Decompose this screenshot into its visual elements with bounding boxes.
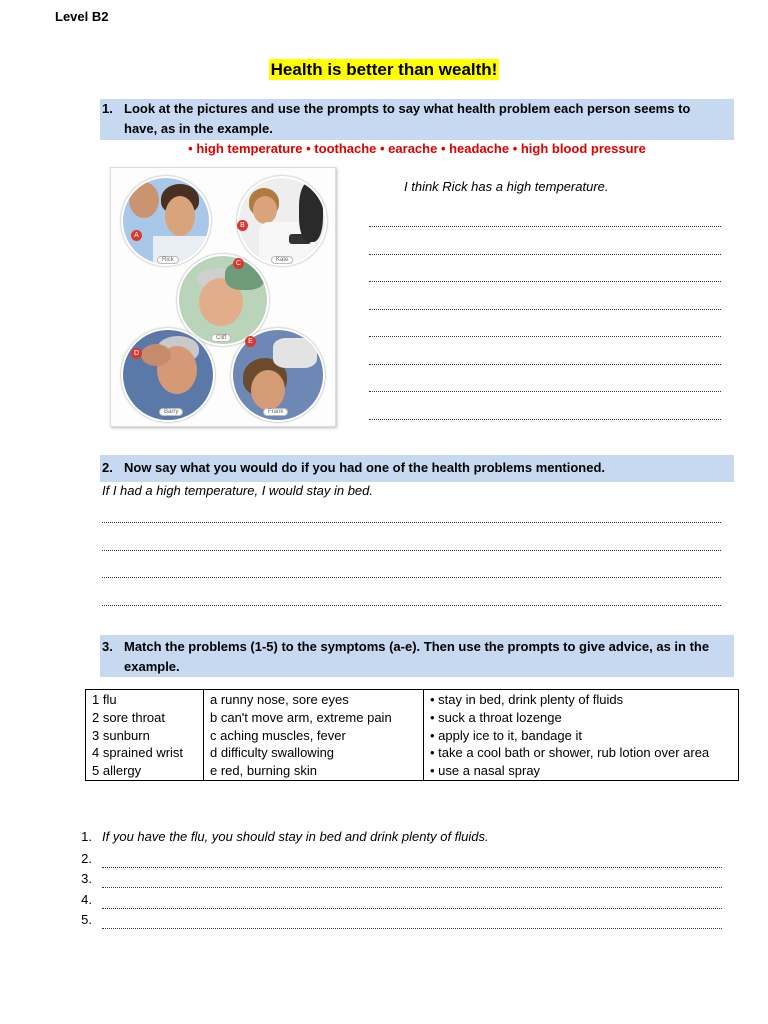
- symptom-item: e red, burning skin: [210, 763, 317, 779]
- advice-item: • stay in bed, drink plenty of fluids: [430, 692, 624, 707]
- section3-answer-4: [78, 892, 722, 912]
- page-title: Health is better than wealth!: [270, 60, 498, 79]
- answer-line[interactable]: [369, 405, 721, 420]
- advice-item: • take a cool bath or shower, rub lotion over area: [430, 745, 710, 761]
- section3-example: If you have the flu, you should stay in bed and drink plenty of fluids.: [102, 829, 489, 844]
- advice-item: • use a nasal spray: [430, 763, 541, 779]
- section2-number: 2.: [102, 460, 113, 475]
- photo-kate: [237, 176, 327, 266]
- section3-answer-1: [78, 829, 722, 849]
- section1-prompts: • high temperature • toothache • earache • headache • high blood pressure: [188, 141, 646, 156]
- badge-e: E: [245, 336, 256, 347]
- section3-answer-5: [78, 912, 722, 932]
- answer-line[interactable]: [369, 322, 721, 337]
- answer-line[interactable]: [102, 874, 722, 888]
- answer-number: 5.: [81, 912, 92, 927]
- section3-heading: [100, 635, 734, 677]
- symptom-item: c aching muscles, fever: [210, 727, 346, 743]
- section3-number: 3.: [102, 639, 113, 654]
- answer-line[interactable]: [102, 508, 721, 523]
- advice-item: • apply ice to it, bandage it: [430, 727, 582, 743]
- problem-item: 5 allergy: [92, 763, 142, 779]
- section1-example: I think Rick has a high temperature.: [404, 179, 609, 194]
- name-kate: Kate: [271, 256, 293, 264]
- answer-line[interactable]: [102, 591, 721, 606]
- photo-cliff: [177, 254, 269, 346]
- answer-line[interactable]: [369, 240, 721, 255]
- answer-line[interactable]: [369, 377, 721, 392]
- badge-a: A: [131, 230, 142, 241]
- section2-heading: [100, 455, 734, 482]
- section3-answer-2: [78, 851, 722, 871]
- advice-column: [424, 690, 739, 781]
- answer-number: 4.: [81, 892, 92, 907]
- section1-instruction: Look at the pictures and use the prompts to say what health problem each person seems to have, as in the example.: [124, 101, 691, 136]
- problems-column: [86, 690, 204, 781]
- problem-item: 2 sore throat: [92, 709, 165, 725]
- section2-example: If I had a high temperature, I would stay in bed.: [102, 483, 373, 498]
- section3-answer-3: [78, 871, 722, 891]
- problem-item: 1 flu: [92, 692, 117, 707]
- name-barry: Barry: [159, 408, 183, 416]
- answer-line[interactable]: [369, 267, 721, 282]
- section2-answer-lines: [102, 508, 721, 606]
- name-rick: Rick: [157, 256, 179, 264]
- level-label: Level B2: [55, 9, 109, 24]
- answer-line[interactable]: [102, 563, 721, 578]
- symptoms-column: [204, 690, 424, 781]
- answer-line[interactable]: [369, 295, 721, 310]
- symptom-item: a runny nose, sore eyes: [210, 692, 349, 707]
- advice-item: • suck a throat lozenge: [430, 709, 562, 725]
- matching-table: [85, 689, 739, 781]
- title-container: [0, 60, 768, 80]
- symptom-item: d difficulty swallowing: [210, 745, 335, 761]
- answer-number: 2.: [81, 851, 92, 866]
- answer-line[interactable]: [369, 350, 721, 365]
- photo-rick: [121, 176, 211, 266]
- section2-instruction: Now say what you would do if you had one of the health problems mentioned.: [124, 460, 606, 475]
- section3-instruction: Match the problems (1-5) to the symptoms (a-e). Then use the prompts to give advice, as in the example.: [124, 639, 710, 674]
- section1-heading: [100, 99, 734, 140]
- problem-item: 3 sunburn: [92, 727, 150, 743]
- badge-d: D: [131, 348, 142, 359]
- badge-b: B: [237, 220, 248, 231]
- problem-item: 4 sprained wrist: [92, 745, 184, 761]
- name-cliff: Cliff: [211, 334, 231, 342]
- answer-line[interactable]: [102, 536, 721, 551]
- answer-line[interactable]: [102, 915, 722, 929]
- answer-line[interactable]: [102, 895, 722, 909]
- badge-c: C: [233, 258, 244, 269]
- name-frank: Frank: [263, 408, 288, 416]
- section1-answer-lines: [369, 212, 721, 420]
- health-problems-illustration: [110, 167, 336, 427]
- answer-line[interactable]: [102, 854, 722, 868]
- answer-number: 1.: [81, 829, 92, 844]
- answer-number: 3.: [81, 871, 92, 886]
- symptom-item: b can't move arm, extreme pain: [210, 709, 392, 725]
- section1-number: 1.: [102, 101, 113, 116]
- answer-line[interactable]: [369, 212, 721, 227]
